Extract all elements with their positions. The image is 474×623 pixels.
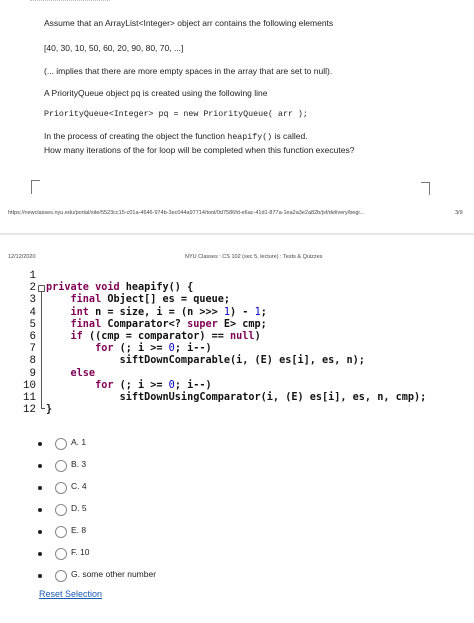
fold-guide-line bbox=[41, 292, 42, 408]
bullet-icon bbox=[38, 530, 42, 534]
reset-selection-link[interactable]: Reset Selection bbox=[39, 589, 103, 599]
page-break-divider bbox=[0, 233, 474, 235]
kw-final: final bbox=[46, 318, 102, 330]
line-number: 8 bbox=[29, 355, 36, 368]
kw-null: null bbox=[230, 331, 255, 342]
code-text: n = size, i = (n >>> bbox=[88, 306, 224, 318]
question-line-6-post: is called. bbox=[272, 131, 308, 141]
code-line-2 bbox=[46, 282, 193, 294]
question-line-3: (... implies that there are more empty spaces in the array that are set to null). bbox=[44, 66, 333, 76]
radio-button[interactable] bbox=[55, 482, 67, 494]
line-number: 4 bbox=[29, 306, 36, 319]
code-line-9: else bbox=[46, 367, 96, 379]
radio-button[interactable] bbox=[55, 570, 67, 582]
option-label: B. 3 bbox=[71, 459, 87, 469]
kw-for: for bbox=[46, 379, 114, 391]
option-label: E. 8 bbox=[71, 525, 87, 535]
question-line-2: [40, 30, 10, 50, 60, 20, 90, 80, 70, ...] bbox=[44, 43, 184, 53]
kw-super: super bbox=[187, 318, 218, 330]
radio-button[interactable] bbox=[55, 526, 67, 538]
bullet-icon bbox=[38, 508, 42, 512]
question-line-7: How many iterations of the for loop will be completed when this function executes? bbox=[44, 145, 355, 155]
code-text: ) bbox=[254, 331, 261, 342]
answer-box-left-bracket bbox=[31, 180, 40, 194]
code-text: E> cmp; bbox=[217, 318, 267, 330]
code-line-6 bbox=[46, 331, 261, 343]
radio-button[interactable] bbox=[55, 548, 67, 560]
code-text: ) - bbox=[230, 306, 255, 318]
code-text: heapify() { bbox=[119, 282, 194, 294]
question-line-6 bbox=[44, 131, 308, 142]
radio-button[interactable] bbox=[55, 438, 67, 450]
code-text: (; i >= bbox=[113, 379, 169, 391]
code-line-10 bbox=[46, 380, 212, 392]
kw-private-void: private void bbox=[46, 282, 120, 294]
question-line-6-code: heapify() bbox=[227, 133, 273, 142]
option-label: C. 4 bbox=[71, 481, 87, 491]
question-line-1: Assume that an ArrayList<Integer> object arr contains the following elements bbox=[44, 18, 334, 28]
code-text: Comparator<? bbox=[101, 318, 188, 330]
line-number: 3 bbox=[29, 294, 36, 307]
radio-button[interactable] bbox=[55, 504, 67, 516]
kw-for: for bbox=[46, 343, 114, 355]
code-line-4 bbox=[46, 307, 267, 319]
print-title: NYU Classes : CS 102 (sec 5, lecture) : Tests & Quizzes bbox=[185, 254, 323, 260]
footer-url: https://newclasses.nyu.edu/portal/site/5523cc15-c01a-4646-974b-3ec044a97714/tool/0d7586fd-e6ac-41d1-877a-1ea2a3e2a82b/jsf/delivery/begi... bbox=[8, 210, 365, 216]
line-number: 7 bbox=[29, 343, 36, 356]
answer-box-right-bracket bbox=[421, 182, 430, 195]
line-number: 2 bbox=[29, 282, 36, 295]
question-line-6-pre: In the process of creating the object the function bbox=[44, 131, 228, 141]
code-number: 0 bbox=[168, 343, 175, 355]
code-text: ; i--) bbox=[174, 343, 212, 355]
code-text: (; i >= bbox=[113, 343, 169, 355]
bullet-icon bbox=[38, 574, 42, 578]
line-number: 5 bbox=[29, 318, 36, 331]
bullet-icon bbox=[38, 464, 42, 468]
code-block bbox=[8, 270, 468, 432]
line-number: 9 bbox=[29, 367, 36, 380]
code-text: Object[] es = queue; bbox=[101, 294, 231, 306]
kw-final: final bbox=[46, 294, 102, 306]
fold-marker-icon bbox=[38, 285, 45, 292]
code-line-5 bbox=[46, 319, 267, 331]
page-number: 3/9 bbox=[455, 210, 463, 216]
code-number: 1 bbox=[254, 306, 261, 318]
option-label: D. 5 bbox=[71, 503, 87, 513]
bullet-icon bbox=[38, 442, 42, 446]
option-label: A. 1 bbox=[71, 437, 87, 447]
line-number: 10 bbox=[23, 379, 36, 392]
code-text: ((cmp = comparator) == bbox=[82, 331, 231, 342]
code-text: ; i--) bbox=[174, 379, 212, 391]
code-number: 1 bbox=[223, 306, 231, 318]
kw-if: if bbox=[46, 331, 83, 342]
fold-guide-end bbox=[41, 408, 45, 409]
print-date: 12/12/2020 bbox=[8, 254, 36, 260]
code-text: ; bbox=[260, 306, 267, 318]
line-number: 12 bbox=[23, 404, 36, 417]
code-line-3 bbox=[46, 294, 230, 306]
line-number: 1 bbox=[29, 270, 36, 282]
option-label: G. some other number bbox=[71, 569, 157, 579]
code-line-8: siftDownComparable(i, (E) es[i], es, n); bbox=[46, 355, 365, 367]
code-number: 0 bbox=[168, 379, 175, 391]
line-number: 11 bbox=[23, 392, 36, 404]
option-label: F. 10 bbox=[71, 547, 90, 557]
top-cut-edge bbox=[30, 0, 110, 3]
radio-button[interactable] bbox=[55, 460, 67, 472]
question-code-line: PriorityQueue<Integer> pq = new PriorityQueue( arr ); bbox=[44, 110, 308, 119]
line-number: 6 bbox=[29, 331, 36, 343]
bullet-icon bbox=[38, 552, 42, 556]
code-line-12: } bbox=[46, 404, 53, 416]
bullet-icon bbox=[38, 486, 42, 490]
question-line-4: A PriorityQueue object pq is created using the following line bbox=[44, 88, 268, 98]
kw-int: int bbox=[46, 306, 89, 318]
code-line-11: siftDownUsingComparator(i, (E) es[i], es, n, cmp); bbox=[46, 392, 427, 403]
code-line-7 bbox=[46, 343, 212, 355]
